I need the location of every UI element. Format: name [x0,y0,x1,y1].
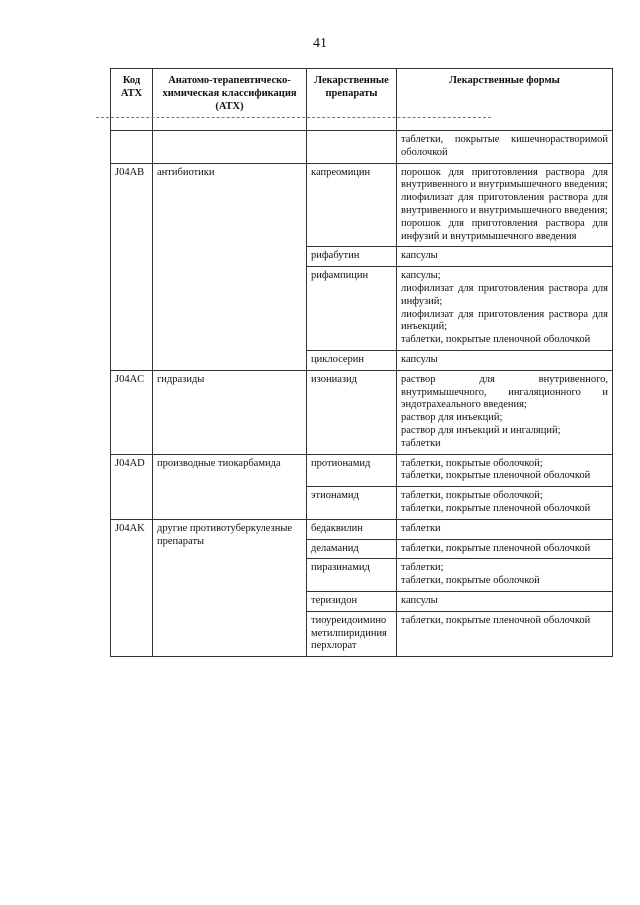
drug-cell [307,131,397,164]
atx-group-name-cell: гидразиды [153,370,307,454]
form-line: раствор для инъекций; [401,412,503,424]
header-forms: Лекарственные формы [397,69,613,131]
atx-group-name-cell: производные тиокарбамида [153,454,307,519]
class-cell [153,131,307,164]
form-line: таблетки, покрытые оболочкой; [401,457,543,469]
atx-group-name-cell: антибиотики [153,163,307,370]
drug-name-cell: деламанид [307,539,397,559]
form-line: капсулы [401,353,438,365]
drug-forms-cell [397,350,613,370]
atx-code-cell: J04AB [111,163,153,370]
drug-forms-cell [397,163,613,247]
drug-name-cell: пиразинамид [307,559,397,592]
drug-forms-cell [397,559,613,592]
drug-name-cell: протионамид [307,454,397,487]
form-line: таблетки, покрытые оболочкой; [401,490,543,502]
drug-forms-cell [397,591,613,611]
atx-group-name-cell: другие противотуберкулезные препараты [153,519,307,656]
table-header-row [111,69,613,131]
form-line: раствор для инъекций и ингаляций; [401,424,561,436]
form-line: лиофилизат для приготовления раствора для инфузий; [401,282,608,307]
table-row [111,454,613,487]
drug-forms-cell [397,519,613,539]
form-line: лиофилизат для приготовления раствора для инъекций; [401,308,608,333]
form-line: таблетки, покрытые пленочной оболочкой [401,470,591,482]
drug-name-cell: рифампицин [307,267,397,351]
form-line: капсулы; [401,270,441,282]
drug-forms-cell [397,370,613,454]
drug-forms-cell [397,247,613,267]
form-line: таблетки, покрытые кишечнорастворимой оболочкой [401,134,608,158]
header-classification: Анатомо-терапевтическо-химическая классификация (АТХ) [153,69,307,131]
drug-name-cell: теризидон [307,591,397,611]
forms-cell [397,131,613,164]
form-line: таблетки [401,522,441,534]
drug-name-cell: изониазид [307,370,397,454]
form-line: таблетки, покрытые пленочной оболочкой [401,542,591,554]
form-line: раствор для внутривенного, внутримышечного, ингаляционного и эндотрахеального введения; [401,373,608,411]
form-line: таблетки [401,437,441,449]
drug-forms-cell [397,454,613,487]
table-body [111,131,613,657]
atx-code-cell: J04AD [111,454,153,519]
form-line: порошок для приготовления раствора для инфузий и внутримышечного введения [401,217,608,242]
form-line: таблетки, покрытые оболочкой [401,575,540,587]
table-row [111,163,613,247]
drug-forms-cell [397,611,613,656]
form-line: таблетки, покрытые пленочной оболочкой [401,614,591,626]
atx-table [110,68,613,657]
form-line: капсулы [401,594,438,606]
form-line: таблетки; [401,562,444,574]
drug-name-cell: бедаквилин [307,519,397,539]
header-drugs: Лекарственные препараты [307,69,397,131]
drug-name-cell: капреомицин [307,163,397,247]
atx-code-cell: J04AK [111,519,153,656]
drug-name-cell: циклосерин [307,350,397,370]
atx-code-cell: J04AC [111,370,153,454]
drug-name-cell: рифабутин [307,247,397,267]
continuation-row [111,131,613,164]
table-row [111,519,613,539]
form-line: таблетки, покрытые пленочной оболочкой [401,502,591,514]
header-divider [96,117,491,118]
header-code: Код АТХ [111,69,153,131]
table-row [111,370,613,454]
drug-forms-cell [397,487,613,520]
code-cell [111,131,153,164]
drug-forms-cell [397,539,613,559]
form-line: лиофилизат для приготовления раствора для внутривенного и внутримышечного введения; [401,192,608,216]
drug-forms-cell [397,267,613,351]
drug-name-cell: этионамид [307,487,397,520]
form-line: порошок для приготовления раствора для внутривенного и внутримышечного введения; [401,166,608,191]
page-number: 41 [313,36,327,51]
form-line: капсулы [401,250,438,262]
drug-name-cell: тиоуреидоиминометилпиридиния перхлорат [307,611,397,656]
form-line: таблетки, покрытые пленочной оболочкой [401,334,591,346]
